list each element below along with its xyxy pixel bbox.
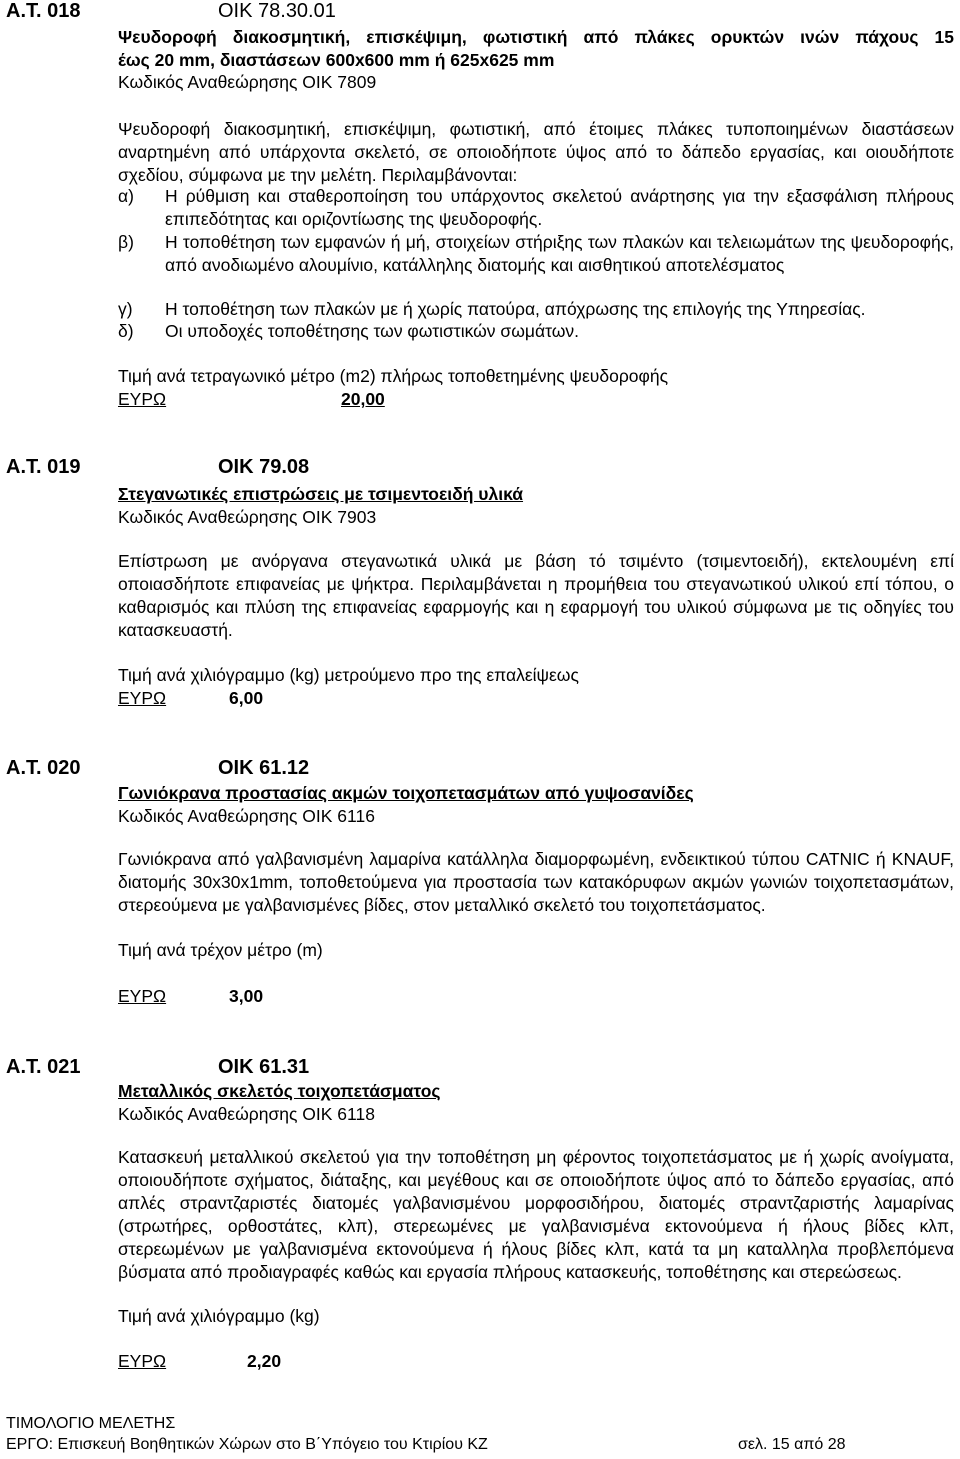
list-label: α) — [118, 186, 134, 206]
item-code: ΟΙΚ 79.08 — [218, 456, 310, 478]
item-title: Μεταλλικός σκελετός τοιχοπετάσματος — [118, 1081, 441, 1101]
list-item — [118, 185, 954, 231]
item-number: Α.Τ. 021 — [6, 1056, 81, 1078]
price-value: 6,00 — [229, 688, 264, 708]
list-label: γ) — [118, 299, 133, 319]
item-description: Γωνιόκρανα από γαλβανισμένη λαμαρίνα κατάλληλα διαμορφωμένη, ενδεικτικού τύπου CATNIC ή KNAUF, διατομής 30x30x1mm, τοποθετούμενα για προστασία των κατακόρυφων ακμών γωνιών τοιχοπετασμάτων, στερεούμενα με γαλβανισμένες βίδες, στον μεταλλικό σκελετό του τοιχοπετάσματος. — [118, 849, 954, 915]
item-number: Α.Τ. 018 — [6, 0, 81, 22]
footer-project: ΕΡΓΟ: Επισκευή Βοηθητικών Χώρων στο Β΄Υπόγειο του Κτιρίου ΚΖ — [6, 1436, 488, 1453]
list-item — [118, 231, 954, 300]
item-number: Α.Τ. 020 — [6, 757, 81, 779]
revision-code: Κωδικός Αναθεώρησης ΟΙΚ 7903 — [118, 507, 377, 527]
list-text: Οι υποδοχές τοποθέτησης των φωτιστικών σωμάτων. — [165, 321, 580, 341]
list-label: β) — [118, 232, 134, 252]
list-text: Η τοποθέτηση των πλακών με ή χωρίς πατούρα, απόχρωσης της επιλογής της Υπηρεσίας. — [165, 299, 866, 319]
list-text: Η τοποθέτηση των εμφανών ή μή, στοιχείων στήριξης των πλακών και τελειωμάτων της ψευδοροφής, από ανοδιωμένο αλουμίνιο, κατάλληλης διατομής και αισθητικού αποτελέσματος — [165, 232, 954, 275]
item-title-line-1: Ψευδοροφή διακοσμητική, επισκέψιμη, φωτιστική από πλάκες ορυκτών ινών πάχους 15 — [118, 27, 954, 47]
item-title: Γωνιόκρανα προστασίας ακμών τοιχοπετασμάτων από γυψοσανίδες — [118, 783, 694, 803]
revision-code: Κωδικός Αναθεώρησης ΟΙΚ 6116 — [118, 806, 375, 826]
price-value: 3,00 — [229, 986, 264, 1006]
list-label: δ) — [118, 321, 134, 341]
item-code: ΟΙΚ 61.31 — [218, 1056, 310, 1078]
currency-label: ΕΥΡΩ — [118, 688, 167, 708]
item-title-line-2: έως 20 mm, διαστάσεων 600x600 mm ή 625x625 mm — [118, 50, 555, 70]
unit-price-text: Τιμή ανά τετραγωνικό μέτρο (m2) πλήρως τοποθετημένης ψευδοροφής — [118, 366, 669, 386]
currency-label: ΕΥΡΩ — [118, 1351, 167, 1371]
revision-code: Κωδικός Αναθεώρησης ΟΙΚ 7809 — [118, 72, 377, 92]
footer-doc-title: ΤΙΜΟΛΟΓΙΟ ΜΕΛΕΤΗΣ — [6, 1415, 176, 1432]
currency-label: ΕΥΡΩ — [118, 986, 167, 1006]
currency-label: ΕΥΡΩ — [118, 389, 167, 409]
list-text: Η ρύθμιση και σταθεροποίηση του υπάρχοντος σκελετού ανάρτησης για την εξασφάλιση πλήρους επιπεδότητας και οριζοντίωσης της ψευδοροφής. — [165, 186, 954, 229]
item-description: Ψευδοροφή διακοσμητική, επισκέψιμη, φωτιστική, από έτοιμες πλάκες τυποποιημένων διαστάσεων αναρτημένη από υπάρχοντα σκελετό, σε οποιοδήποτε ύψος από το δάπεδο εργασίας, και οιουδήποτε σχεδίου, σύμφωνα με την μελέτη. Περιλαμβάνονται: — [118, 119, 954, 185]
item-description: Επίστρωση με ανόργανα στεγανωτικά υλικά με βάση τό τσιμέντο (τσιμεντοειδή), εκτελουμένη επί οποιασδήποτε επιφανείας με ψήκτρα. Περιλαμβάνεται η προμήθεια του στεγανωτικού υλικού επί τόπου, ο καθαρισμός και πλύση της επιφανείας εφαρμογής και η εφαρμογή του υλικού σύμφωνα με τις οδηγίες του κατασκευαστή. — [118, 551, 954, 640]
list-item — [118, 298, 954, 321]
item-number: Α.Τ. 019 — [6, 456, 81, 478]
list-item — [118, 320, 954, 343]
unit-price-text: Τιμή ανά χιλιόγραμμο (kg) μετρούμενο προ της επαλείψεως — [118, 665, 579, 685]
item-title: Στεγανωτικές επιστρώσεις με τσιμεντοειδή υλικά — [118, 484, 524, 504]
footer-page-number: σελ. 15 από 28 — [738, 1436, 846, 1453]
unit-price-text: Τιμή ανά τρέχον μέτρο (m) — [118, 940, 323, 960]
item-code: ΟΙΚ 78.30.01 — [218, 0, 336, 22]
price-value: 2,20 — [247, 1351, 282, 1371]
price-value: 20,00 — [341, 389, 385, 409]
item-code: ΟΙΚ 61.12 — [218, 757, 310, 779]
item-description: Κατασκευή μεταλλικού σκελετού για την τοποθέτηση μη φέροντος τοιχοπετάσματος με ή χωρίς ανοίγματα, οποιουδήποτε σχήματος, διάταξης, και μεγέθους και σε οποιοδήποτε ύψος από το δάπεδο εργασίας, από απλές στραντζαριστές διατομές γαλβανισμένου μορφοσιδήρου, διατομές στραντζαριστής λαμαρίνας (στρωτήρες, ορθοστάτες, κλπ), στερεωμένες με γαλβανισμένα εκτονούμενα ή ήλους βίδες κλπ, στερεωμένων με γαλβανισμένα εκτονούμενα ή ήλους βίδες κλπ, κατά τα μη καταλληλα προβλεπόμενα βύσματα από προδιαγραφές καθώς και εργασία πλήρους κατασκευής, τοποθέτησης και στερεώσεως. — [118, 1147, 954, 1282]
unit-price-text: Τιμή ανά χιλιόγραμμο (kg) — [118, 1306, 320, 1326]
revision-code: Κωδικός Αναθεώρησης ΟΙΚ 6118 — [118, 1104, 375, 1124]
